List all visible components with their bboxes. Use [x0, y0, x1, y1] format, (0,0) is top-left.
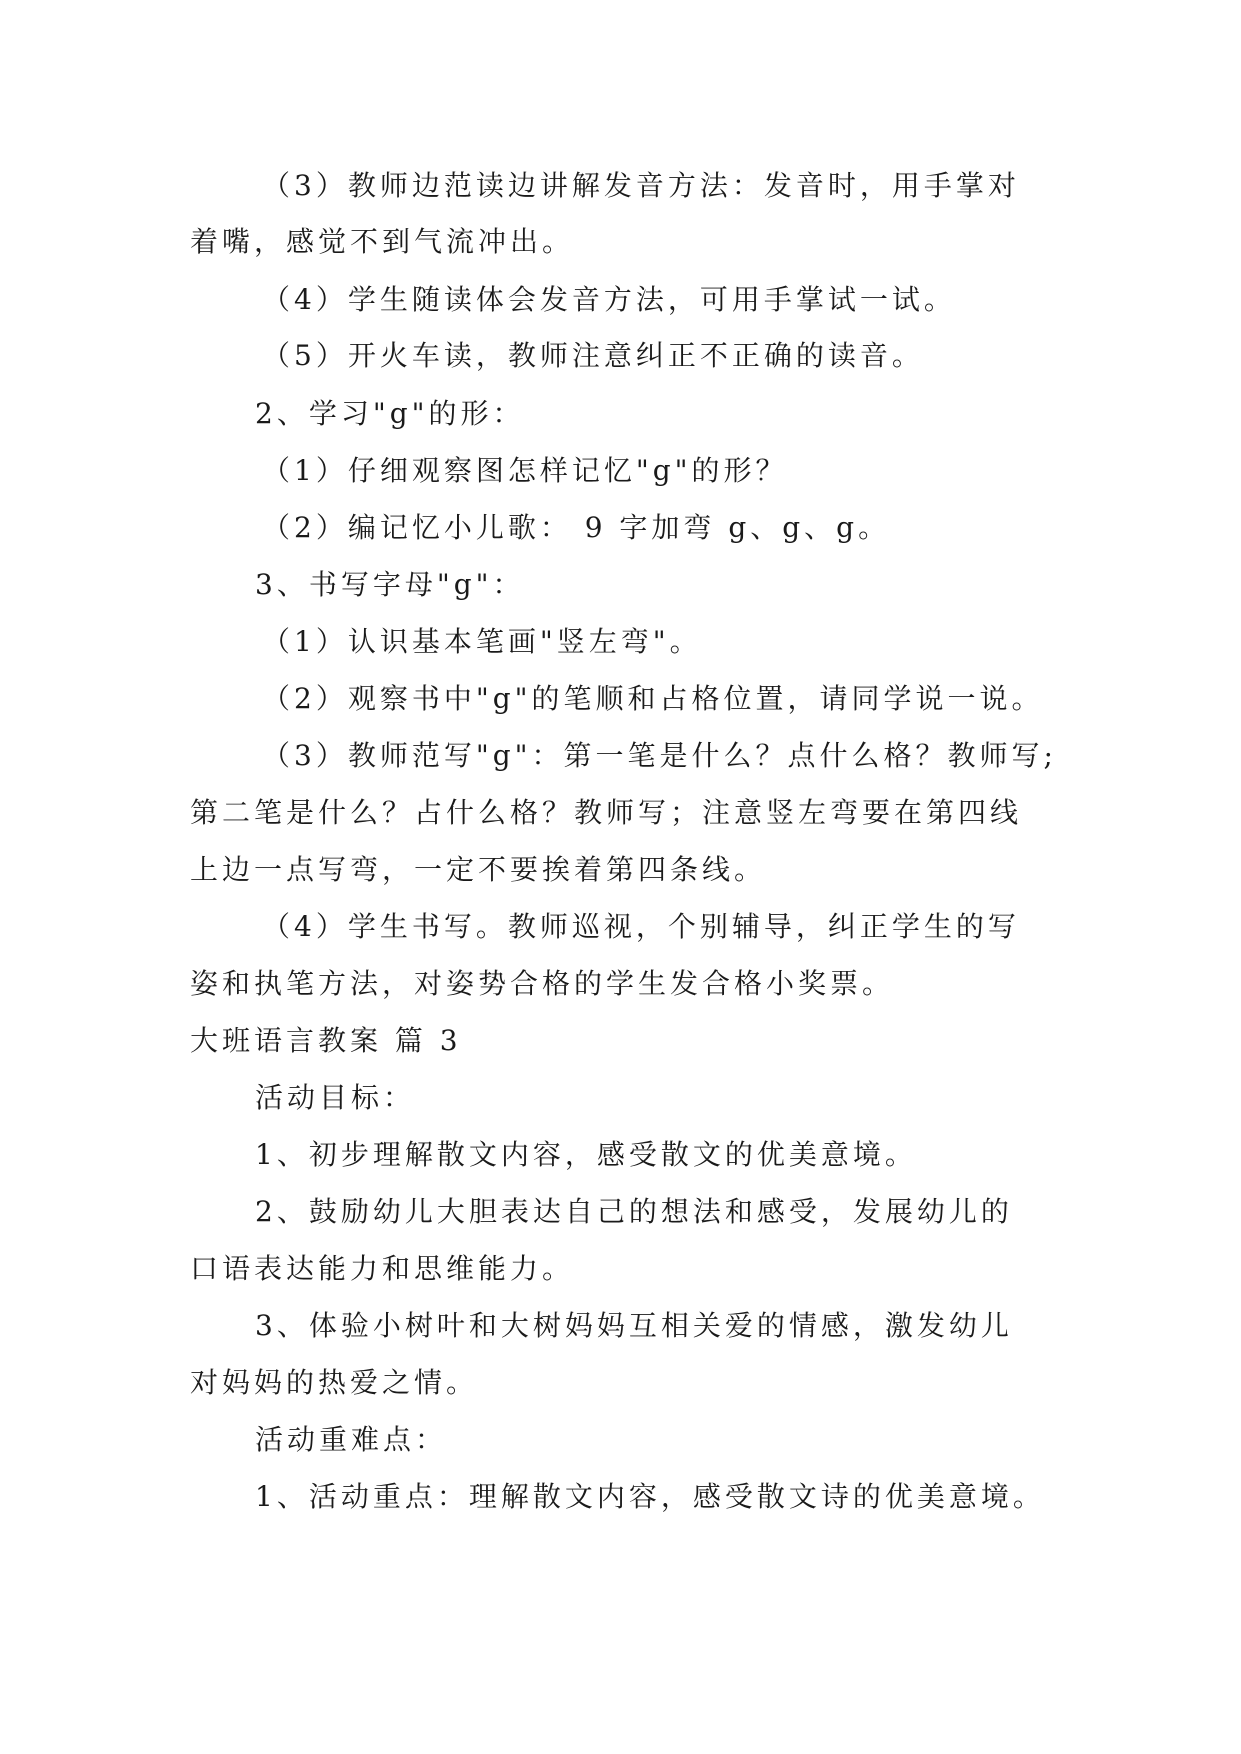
text-line: （4）学生书写。教师巡视，个别辅导，纠正学生的写: [262, 910, 1020, 943]
text-line: （1）认识基本笔画"竖左弯"。: [262, 625, 702, 658]
text-line: 上边一点写弯，一定不要挨着第四条线。: [190, 853, 767, 886]
text-line: 第二笔是什么？占什么格？教师写；注意竖左弯要在第四线: [190, 796, 1023, 829]
text-line: （5）开火车读，教师注意纠正不正确的读音。: [262, 339, 924, 372]
text-line: （3）教师范写"g"：第一笔是什么？点什么格？教师写;: [262, 739, 1057, 772]
text-line: 2、鼓励幼儿大胆表达自己的想法和感受，发展幼儿的: [255, 1195, 1013, 1228]
text-line: 1、初步理解散文内容，感受散文的优美意境。: [255, 1138, 917, 1171]
text-line: 1、活动重点：理解散文内容，感受散文诗的优美意境。: [255, 1480, 1045, 1513]
text-line: 2、学习"g"的形：: [255, 397, 525, 430]
text-line: 活动目标：: [255, 1081, 416, 1114]
text-line: 姿和执笔方法，对姿势合格的学生发合格小奖票。: [190, 967, 895, 1000]
text-line: 口语表达能力和思维能力。: [190, 1252, 575, 1285]
text-line: （2）观察书中"g"的笔顺和占格位置，请同学说一说。: [262, 682, 1044, 715]
text-line: 对妈妈的热爱之情。: [190, 1366, 479, 1399]
text-line: （3）教师边范读边讲解发音方法：发音时，用手掌对: [262, 169, 1020, 202]
text-line: 活动重难点：: [255, 1423, 448, 1456]
section-heading: 大班语言教案 篇 3: [190, 1024, 462, 1057]
text-line: （2）编记忆小儿歌： 9 字加弯 g、g、g。: [262, 511, 891, 544]
text-line: （4）学生随读体会发音方法，可用手掌试一试。: [262, 283, 956, 316]
text-line: （1）仔细观察图怎样记忆"g"的形？: [262, 454, 788, 487]
text-line: 3、体验小树叶和大树妈妈互相关爱的情感，激发幼儿: [255, 1309, 1013, 1342]
text-line: 着嘴，感觉不到气流冲出。: [190, 225, 575, 258]
text-line: 3、书写字母"g"：: [255, 568, 525, 601]
